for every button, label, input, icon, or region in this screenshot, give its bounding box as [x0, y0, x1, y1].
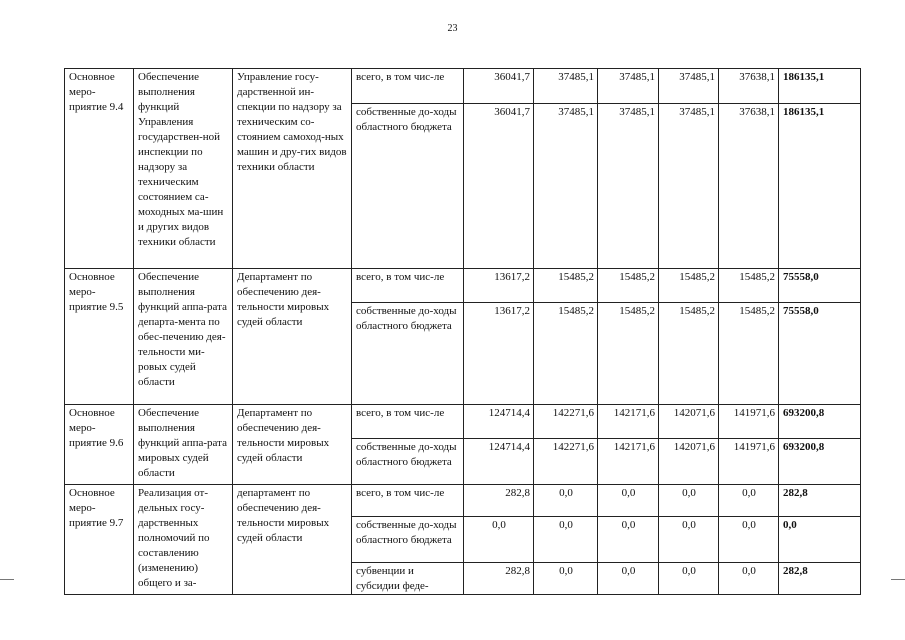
- value-cell: 37485,1: [534, 69, 598, 104]
- activity-type-cell: Основное меро-приятие 9.5: [65, 269, 134, 405]
- value-cell: 0,0: [534, 563, 598, 595]
- total-cell: 75558,0: [779, 303, 861, 405]
- value-cell: 0,0: [719, 517, 779, 563]
- value-cell: 0,0: [719, 563, 779, 595]
- value-cell: 37638,1: [719, 69, 779, 104]
- table-row: [65, 485, 861, 517]
- value-cell: 37485,1: [534, 104, 598, 269]
- value-cell: 13617,2: [464, 303, 534, 405]
- activity-type-cell: Основное меро-приятие 9.6: [65, 405, 134, 485]
- activity-name-cell: Реализация от-дельных госу-дарственных полномочий по составлению (изменению) общего и за-: [134, 485, 233, 595]
- total-cell: 693200,8: [779, 439, 861, 485]
- value-cell: 142071,6: [659, 439, 719, 485]
- total-cell: 0,0: [779, 517, 861, 563]
- total-cell: 693200,8: [779, 405, 861, 439]
- value-cell: 0,0: [464, 517, 534, 563]
- funding-source-cell: собственные до-ходы областного бюджета: [352, 439, 464, 485]
- funding-source-cell: всего, в том чис-ле: [352, 269, 464, 303]
- table-row: [65, 69, 861, 104]
- table-row: [65, 405, 861, 439]
- value-cell: 124714,4: [464, 439, 534, 485]
- value-cell: 37485,1: [659, 69, 719, 104]
- value-cell: 142271,6: [534, 439, 598, 485]
- value-cell: 282,8: [464, 563, 534, 595]
- value-cell: 142271,6: [534, 405, 598, 439]
- executor-cell: департамент по обеспечению дея-тельности мировых судей области: [233, 485, 352, 595]
- table-row: [65, 269, 861, 303]
- value-cell: 15485,2: [659, 269, 719, 303]
- value-cell: 0,0: [659, 517, 719, 563]
- value-cell: 0,0: [598, 563, 659, 595]
- value-cell: 15485,2: [598, 303, 659, 405]
- value-cell: 37485,1: [659, 104, 719, 269]
- value-cell: 0,0: [719, 485, 779, 517]
- value-cell: 142171,6: [598, 439, 659, 485]
- value-cell: 142171,6: [598, 405, 659, 439]
- value-cell: 0,0: [659, 485, 719, 517]
- funding-source-cell: всего, в том чис-ле: [352, 69, 464, 104]
- value-cell: 282,8: [464, 485, 534, 517]
- total-cell: 186135,1: [779, 104, 861, 269]
- right-margin-mark: [891, 579, 905, 580]
- total-cell: 186135,1: [779, 69, 861, 104]
- budget-table: [64, 68, 861, 595]
- value-cell: 15485,2: [659, 303, 719, 405]
- executor-cell: Управление госу-дарственной ин-спекции по надзору за техническим со-стоянием самоход-ных машин и дру-гих видов техники области: [233, 69, 352, 269]
- value-cell: 0,0: [534, 517, 598, 563]
- funding-source-cell: собственные до-ходы областного бюджета: [352, 303, 464, 405]
- value-cell: 141971,6: [719, 405, 779, 439]
- activity-name-cell: Обеспечение выполнения функций аппа-рата департа-мента по обес-печению дея-тельности ми-ровых судей области: [134, 269, 233, 405]
- value-cell: 37638,1: [719, 104, 779, 269]
- value-cell: 15485,2: [719, 269, 779, 303]
- value-cell: 13617,2: [464, 269, 534, 303]
- value-cell: 0,0: [598, 485, 659, 517]
- funding-source-cell: собственные до-ходы областного бюджета: [352, 104, 464, 269]
- total-cell: 282,8: [779, 485, 861, 517]
- funding-source-cell: собственные до-ходы областного бюджета: [352, 517, 464, 563]
- value-cell: 142071,6: [659, 405, 719, 439]
- value-cell: 15485,2: [719, 303, 779, 405]
- value-cell: 36041,7: [464, 104, 534, 269]
- executor-cell: Департамент по обеспечению дея-тельности мировых судей области: [233, 405, 352, 485]
- total-cell: 75558,0: [779, 269, 861, 303]
- funding-source-cell: всего, в том чис-ле: [352, 405, 464, 439]
- value-cell: 0,0: [534, 485, 598, 517]
- page-number: 23: [447, 23, 458, 34]
- value-cell: 124714,4: [464, 405, 534, 439]
- activity-type-cell: Основное меро-приятие 9.7: [65, 485, 134, 595]
- value-cell: 15485,2: [534, 269, 598, 303]
- funding-source-cell: всего, в том чис-ле: [352, 485, 464, 517]
- executor-cell: Департамент по обеспечению дея-тельности мировых судей области: [233, 269, 352, 405]
- value-cell: 36041,7: [464, 69, 534, 104]
- value-cell: 37485,1: [598, 69, 659, 104]
- value-cell: 141971,6: [719, 439, 779, 485]
- activity-name-cell: Обеспечение выполнения функций Управления государствен-ной инспекции по надзору за техническим состоянием са-моходных ма-шин и других видов техники области: [134, 69, 233, 269]
- total-cell: 282,8: [779, 563, 861, 595]
- activity-type-cell: Основное меро-приятие 9.4: [65, 69, 134, 269]
- value-cell: 15485,2: [534, 303, 598, 405]
- activity-name-cell: Обеспечение выполнения функций аппа-рата мировых судей области: [134, 405, 233, 485]
- value-cell: 0,0: [659, 563, 719, 595]
- value-cell: 37485,1: [598, 104, 659, 269]
- left-margin-mark: [0, 579, 14, 580]
- value-cell: 15485,2: [598, 269, 659, 303]
- funding-source-cell: субвенции и субсидии феде-: [352, 563, 464, 595]
- value-cell: 0,0: [598, 517, 659, 563]
